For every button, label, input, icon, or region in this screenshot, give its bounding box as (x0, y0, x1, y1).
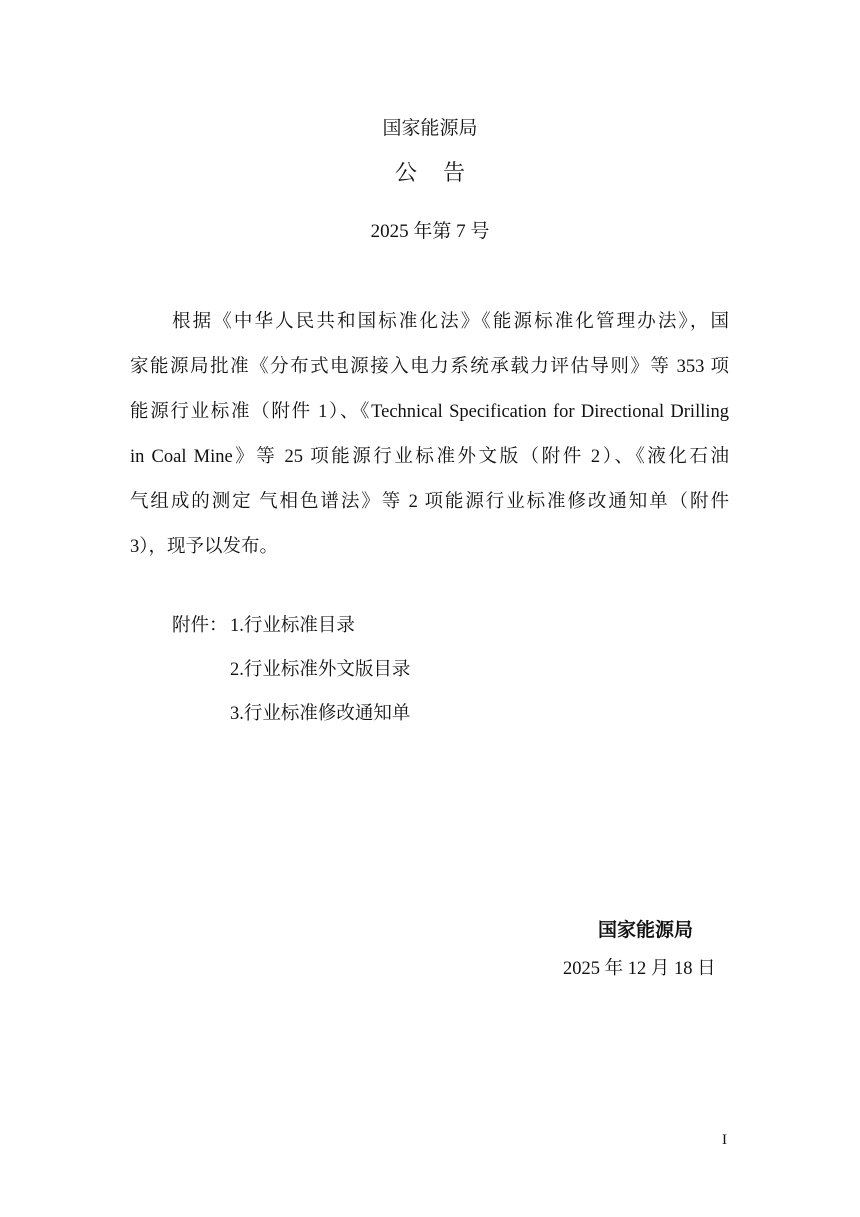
attachment-item-1: 1.行业标准目录 (230, 616, 355, 636)
body-line-3: 能源行业标准（附件 1）、《Technical Specification for Directional Drilling (130, 402, 729, 422)
issuer-name: 国家能源局 (382, 117, 478, 139)
body-line-2: 家能源局批准《分布式电源接入电力系统承载力评估导则》等 353 项 (130, 357, 729, 377)
document-number: 2025 年第 7 号 (370, 221, 490, 242)
body-line-5: 气组成的测定 气相色谱法》等 2 项能源行业标准修改通知单（附件 (130, 492, 729, 512)
attachment-label: 附件： (172, 616, 228, 636)
attachment-item-3: 3.行业标准修改通知单 (230, 704, 411, 724)
page-number: I (722, 1132, 727, 1148)
body-line-6: 3），现予以发布。 (130, 537, 279, 557)
body-line-4: in Coal Mine》等 25 项能源行业标准外文版（附件 2）、《液化石油 (130, 447, 729, 467)
attachment-item-2: 2.行业标准外文版目录 (230, 660, 411, 680)
signature-date: 2025 年 12 月 18 日 (563, 959, 716, 979)
document-title: 公告 (394, 161, 491, 186)
body-line-1: 根据《中华人民共和国标准化法》《能源标准化管理办法》，国 (172, 312, 729, 332)
signature-organization: 国家能源局 (598, 920, 694, 941)
